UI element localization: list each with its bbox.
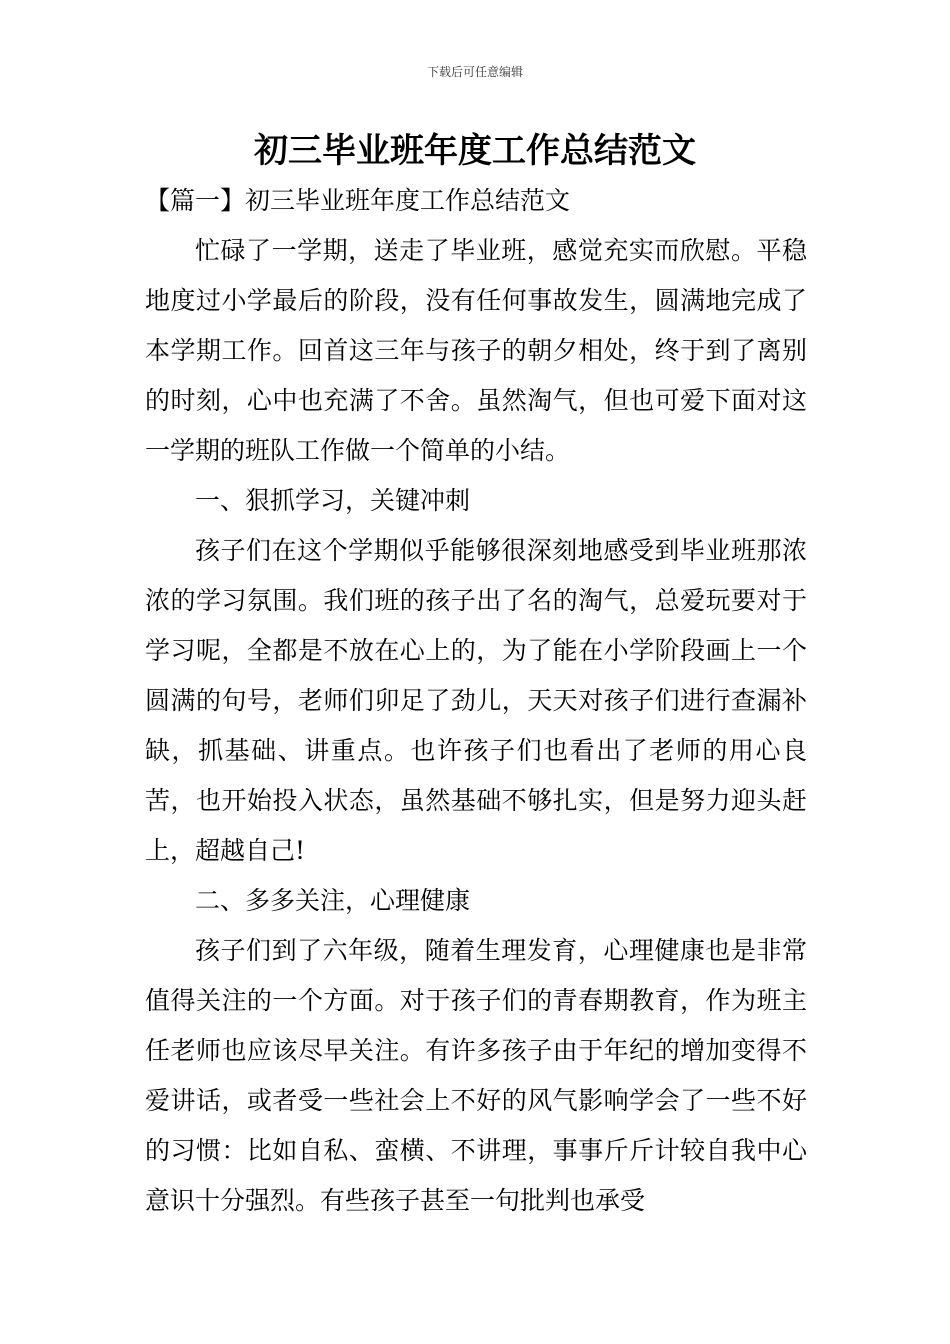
paragraph-study: 孩子们在这个学期似乎能够很深刻地感受到毕业班那浓浓的学习氛围。我们班的孩子出了名的淘气，总爱玩要对于学习呢，全都是不放在心上的，为了能在小学阶段画上一个圆满的句号，老师们卯足了劲儿，天天对孩子们进行查漏补缺，抓基础、讲重点。也许孩子们也看出了老师的用心良苦，也开始投入状态，虽然基础不够扎实，但是努力迎头赶上，超越自己! (145, 536, 807, 865)
subheading-health: 二、多多关注，心理健康 (195, 886, 471, 915)
section-heading: 【篇一】初三毕业班年度工作总结范文 (145, 186, 571, 215)
paragraph-intro: 忙碌了一学期，送走了毕业班，感觉充实而欣慰。平稳地度过小学最后的阶段，没有任何事故发生，圆满地完成了本学期工作。回首这三年与孩子的朝夕相处，终于到了离别的时刻，心中也充满了不舍。虽然淘气，但也可爱下面对这一学期的班队工作做一个简单的小结。 (145, 236, 807, 465)
subheading-study: 一、狠抓学习，关键冲刺 (195, 486, 471, 515)
document-body (145, 176, 807, 1226)
paragraph-health: 孩子们到了六年级，随着生理发育，心理健康也是非常值得关注的一个方面。对于孩子们的青春期教育，作为班主任老师也应该尽早关注。有许多孩子由于年纪的增加变得不爱讲话，或者受一些社会上不好的风气影响学会了一些不好的习惯：比如自私、蛮横、不讲理，事事斤斤计较自我中心意识十分强烈。有些孩子甚至一句批判也承受 (145, 936, 807, 1215)
document-title: 初三毕业班年度工作总结范文 (254, 131, 696, 171)
header-note: 下载后可任意编辑 (426, 65, 523, 79)
